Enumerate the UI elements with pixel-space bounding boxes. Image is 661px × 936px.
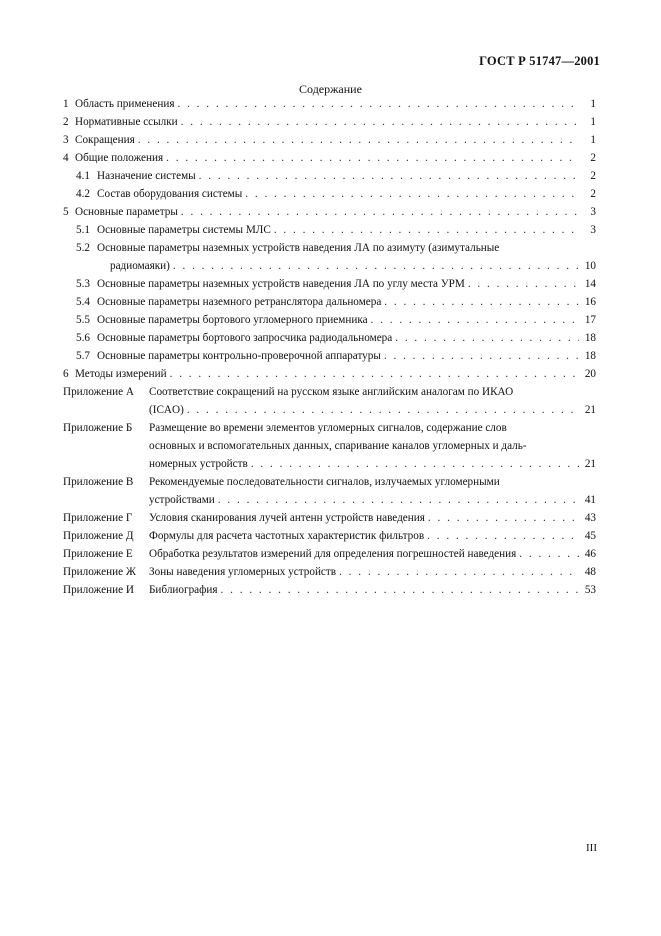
page-number: III xyxy=(586,842,597,854)
appendix-label: Приложение А xyxy=(63,386,134,398)
appendix-title-cont: (ICAO) xyxy=(149,404,184,416)
toc-number: 5 xyxy=(63,206,69,218)
toc-page: 18 xyxy=(584,350,596,362)
toc-entry[interactable] xyxy=(63,365,596,383)
appendix-title: Размещение во времени элементов угломерных сигналов, содержание слов xyxy=(149,422,507,434)
appendix-entry[interactable] xyxy=(63,527,596,545)
toc-title-text: Общие положения xyxy=(75,152,164,164)
toc-entry[interactable] xyxy=(63,311,596,329)
appendix-page: 43 xyxy=(584,512,596,524)
toc-entry[interactable] xyxy=(63,239,596,275)
toc-entry[interactable] xyxy=(63,221,596,239)
leader-dots xyxy=(138,131,579,149)
toc-entry[interactable] xyxy=(63,149,596,167)
appendix-title: Рекомендуемые последовательности сигналов, излучаемых угломерными xyxy=(149,476,500,488)
leader-dots xyxy=(384,293,579,311)
toc-number: 5.6 xyxy=(76,332,90,344)
toc-page: 20 xyxy=(584,368,596,380)
toc-title-text: Основные параметры системы МЛС xyxy=(97,224,271,236)
appendix-entry[interactable] xyxy=(63,419,596,473)
standard-code: ГОСТ Р 51747—2001 xyxy=(479,54,600,68)
appendix-label: Приложение И xyxy=(63,584,134,596)
toc-number: 1 xyxy=(63,98,69,110)
appendix-title: Соответствие сокращений на русском языке английским аналогам по ИКАО xyxy=(149,386,514,398)
toc-page: 3 xyxy=(590,224,596,236)
toc-page: 2 xyxy=(590,152,596,164)
toc-page: 16 xyxy=(584,296,596,308)
appendix-title: Формулы для расчета частотных характеристик фильтров xyxy=(149,530,425,542)
toc-number: 3 xyxy=(63,134,69,146)
leader-dots xyxy=(519,545,579,563)
appendix-title: Обработка результатов измерений для определения погрешностей наведения xyxy=(149,548,517,560)
appendix-title: Условия сканирования лучей антенн устройств наведения xyxy=(149,512,425,524)
toc-number: 4.2 xyxy=(76,188,90,200)
appendix-entry[interactable] xyxy=(63,581,596,599)
appendix-entry[interactable] xyxy=(63,509,596,527)
table-of-contents xyxy=(63,95,596,599)
appendix-entry[interactable] xyxy=(63,563,596,581)
appendix-title-cont: номерных устройств xyxy=(149,458,248,470)
leader-dots xyxy=(177,95,579,113)
toc-entry[interactable] xyxy=(63,329,596,347)
toc-title: Содержание xyxy=(299,82,362,96)
toc-page: 2 xyxy=(590,188,596,200)
appendix-label: Приложение Е xyxy=(63,548,133,560)
toc-title-text: Основные параметры бортового запросчика радиодальномера xyxy=(97,332,393,344)
toc-title-text-cont: радиомаяки) xyxy=(110,260,170,272)
toc-number: 5.1 xyxy=(76,224,90,236)
toc-number: 4 xyxy=(63,152,69,164)
toc-page: 3 xyxy=(590,206,596,218)
appendix-entry[interactable] xyxy=(63,473,596,509)
leader-dots xyxy=(395,329,579,347)
toc-entry[interactable] xyxy=(63,347,596,365)
appendix-entry[interactable] xyxy=(63,545,596,563)
toc-title-text: Методы измерений xyxy=(75,368,167,380)
toc-title-text: Область применения xyxy=(75,98,175,110)
appendix-label: Приложение Д xyxy=(63,530,134,542)
toc-page: 1 xyxy=(590,98,596,110)
appendix-page: 48 xyxy=(584,566,596,578)
leader-dots xyxy=(384,347,579,365)
toc-number: 4.1 xyxy=(76,170,90,182)
leader-dots xyxy=(199,167,579,185)
appendix-label: Приложение В xyxy=(63,476,134,488)
leader-dots xyxy=(274,221,579,239)
leader-dots xyxy=(427,527,579,545)
toc-title-text: Основные параметры наземных устройств наведения ЛА по углу места УРМ xyxy=(97,278,465,290)
toc-number: 5.7 xyxy=(76,350,90,362)
toc-title-text: Основные параметры наземного ретранслятора дальномера xyxy=(97,296,382,308)
toc-entry[interactable] xyxy=(63,185,596,203)
toc-entry[interactable] xyxy=(63,293,596,311)
appendix-page: 21 xyxy=(584,404,596,416)
appendix-page: 53 xyxy=(584,584,596,596)
appendix-title-cont: основных и вспомогательных данных, спаривание каналов угломерных и даль- xyxy=(149,440,527,452)
toc-number: 2 xyxy=(63,116,69,128)
toc-page: 18 xyxy=(584,332,596,344)
leader-dots xyxy=(218,491,579,509)
toc-page: 1 xyxy=(590,116,596,128)
leader-dots xyxy=(245,185,579,203)
leader-dots xyxy=(468,275,579,293)
toc-title-text: Нормативные ссылки xyxy=(75,116,178,128)
toc-entry[interactable] xyxy=(63,203,596,221)
leader-dots xyxy=(371,311,579,329)
toc-number: 5.3 xyxy=(76,278,90,290)
appendix-page: 21 xyxy=(584,458,596,470)
toc-title-text: Назначение системы xyxy=(97,170,196,182)
toc-number: 5.2 xyxy=(76,242,90,254)
toc-title-text: Основные параметры xyxy=(75,206,178,218)
appendix-entry[interactable] xyxy=(63,383,596,419)
toc-page: 1 xyxy=(590,134,596,146)
appendix-label: Приложение Б xyxy=(63,422,133,434)
appendix-label: Приложение Ж xyxy=(63,566,136,578)
toc-title-text: Основные параметры наземных устройств наведения ЛА по азимуту (азимутальные xyxy=(97,242,500,254)
leader-dots xyxy=(166,149,579,167)
toc-number: 5.5 xyxy=(76,314,90,326)
leader-dots xyxy=(221,581,579,599)
leader-dots xyxy=(251,455,579,473)
toc-entry[interactable] xyxy=(63,131,596,149)
appendix-page: 46 xyxy=(584,548,596,560)
appendix-title-cont: устройствами xyxy=(149,494,215,506)
leader-dots xyxy=(339,563,579,581)
appendix-page: 41 xyxy=(584,494,596,506)
toc-page: 17 xyxy=(584,314,596,326)
toc-entry[interactable] xyxy=(63,95,596,113)
appendix-title: Библиография xyxy=(149,584,218,596)
leader-dots xyxy=(181,113,579,131)
leader-dots xyxy=(428,509,579,527)
toc-entry[interactable] xyxy=(63,113,596,131)
toc-page: 14 xyxy=(584,278,596,290)
toc-entry[interactable] xyxy=(63,275,596,293)
toc-number: 6 xyxy=(63,368,69,380)
appendix-label: Приложение Г xyxy=(63,512,133,524)
toc-title-text: Состав оборудования системы xyxy=(97,188,243,200)
leader-dots xyxy=(187,401,579,419)
toc-title-text: Основные параметры бортового угломерного приемника xyxy=(97,314,368,326)
leader-dots xyxy=(173,257,579,275)
leader-dots xyxy=(181,203,579,221)
toc-number: 5.4 xyxy=(76,296,90,308)
toc-page: 10 xyxy=(584,260,596,272)
appendix-title: Зоны наведения угломерных устройств xyxy=(149,566,337,578)
leader-dots xyxy=(170,365,579,383)
toc-title-text: Сокращения xyxy=(75,134,135,146)
toc-title-text: Основные параметры контрольно-проверочной аппаратуры xyxy=(97,350,381,362)
toc-entry[interactable] xyxy=(63,167,596,185)
toc-page: 2 xyxy=(590,170,596,182)
appendix-page: 45 xyxy=(584,530,596,542)
